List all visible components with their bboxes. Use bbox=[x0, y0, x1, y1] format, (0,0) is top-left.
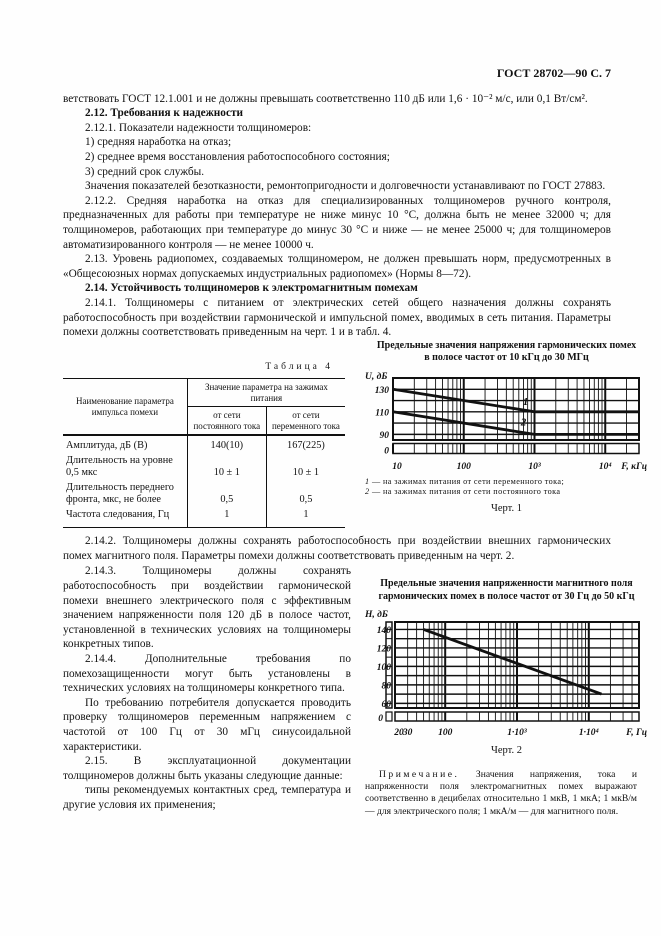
table-cell: 1 bbox=[303, 508, 309, 520]
table-col1-header: Наименование параметра импульса помехи bbox=[63, 379, 187, 436]
fig1-caption: Черт. 1 bbox=[491, 502, 522, 514]
table-row bbox=[63, 508, 345, 528]
left-text-column bbox=[63, 564, 351, 817]
svg-text:F, кГц: F, кГц bbox=[621, 461, 647, 472]
paragraph-reliability-values: Значения показателей безотказности, ремонтопригодности и долговечности устанавливают по ГОСТ 27883. bbox=[85, 180, 606, 193]
svg-text:30: 30 bbox=[402, 728, 413, 739]
svg-text:0: 0 bbox=[384, 446, 389, 457]
svg-text:H, дБ: H, дБ bbox=[365, 610, 388, 621]
note-text: Значения напряжения, тока и напряженности поля электромагнитных помех выражают соответственно в децибелах относительно 1 мкВ, 1 мкА; 1 мкВ/м — для электрического поля; 1 мкА/м — для магнитного поля. bbox=[365, 769, 637, 817]
fig2-caption: Черт. 2 bbox=[491, 745, 522, 757]
table-4-block bbox=[63, 340, 351, 529]
paragraph-2-14-4: 2.14.4. Дополнительные требования по помехозащищенности могут быть установлены в технических условиях на толщиномеры конкретного типа. bbox=[63, 653, 351, 695]
table-cell: Амплитуда, дБ (В) bbox=[63, 435, 187, 454]
table-cell: 167(225) bbox=[287, 440, 325, 452]
paragraph-2-14-1: 2.14.1. Толщиномеры с питанием от электрических сетей общего назначения должны сохранять работоспособность при воздействии гармонической и импульсной помех, вводимых в сеть питания. Параметры помехи должны соответствовать приведенным на черт. 1 и в табл. 4. bbox=[63, 296, 611, 339]
table-cell: 0,5 bbox=[187, 481, 266, 508]
paragraph-contact-media: типы рекомендуемых контактных сред, температура и другие условия их применения; bbox=[63, 784, 351, 811]
row-text-fig2 bbox=[63, 564, 647, 817]
table-subheader-dc: от сети постоянного тока bbox=[187, 407, 266, 436]
harmonic-voltage-chart bbox=[365, 370, 648, 474]
svg-text:80: 80 bbox=[381, 681, 391, 692]
table-cell: 0,5 bbox=[299, 494, 313, 506]
table-4 bbox=[63, 378, 345, 528]
heading-2-14: 2.14. Устойчивость толщиномеров к электромагнитным помехам bbox=[85, 282, 418, 295]
table-subheader-ac: от сети переменного тока bbox=[271, 410, 340, 431]
svg-text:10³: 10³ bbox=[528, 461, 541, 472]
svg-text:1·10⁴: 1·10⁴ bbox=[578, 728, 599, 739]
paragraph-continuation: ветствовать ГОСТ 12.1.001 и не должны превышать соответственно 110 дБ или 1,6 · 10⁻² м/с, или 0,1 Вт/см². bbox=[63, 92, 588, 105]
paragraph-2-15: 2.15. В эксплуатационной документации толщиномеров должны быть указаны следующие данные: bbox=[63, 755, 351, 782]
list-item: 1) средняя наработка на отказ; bbox=[85, 136, 232, 149]
svg-text:140: 140 bbox=[376, 626, 391, 637]
list-item: 2) среднее время восстановления работоспособного состояния; bbox=[85, 150, 390, 163]
fig2-note bbox=[365, 769, 637, 818]
svg-text:90: 90 bbox=[379, 430, 389, 441]
svg-text:10⁴: 10⁴ bbox=[598, 461, 612, 472]
fig2-block bbox=[365, 578, 648, 817]
svg-text:1·10³: 1·10³ bbox=[507, 728, 527, 739]
svg-text:F, Гц: F, Гц bbox=[626, 728, 647, 739]
row-table-fig1 bbox=[63, 339, 647, 529]
paragraph-2-12-1: 2.12.1. Показатели надежности толщиномеров: bbox=[85, 121, 312, 134]
svg-text:100: 100 bbox=[376, 663, 391, 674]
svg-text:100: 100 bbox=[456, 461, 471, 472]
paragraph-consumer-check: По требованию потребителя допускается проводить проверку толщиномеров переменным напряжением с частотой от 100 Гц от 30 мГц синусоидальной характеристики. bbox=[63, 696, 351, 753]
table-row bbox=[63, 481, 345, 508]
svg-text:10: 10 bbox=[392, 461, 402, 472]
paragraph-2-12-2: 2.12.2. Средняя наработка на отказ для специализированных толщиномеров ручного контроля, предназначенных для работы при температуре не ниже минус 10 °С, должна быть не менее 32000 ч; для толщиномеров, работающих при температуре до минус 30 °С и ниже — не менее 25000 ч; для толщиномеров автоматизированного контроля — не менее 10000 ч. bbox=[63, 194, 611, 251]
table-4-body bbox=[63, 435, 345, 528]
svg-text:120: 120 bbox=[376, 644, 391, 655]
table-4-caption: Таблица 4 bbox=[265, 361, 333, 372]
table-cell: 140(10) bbox=[187, 435, 266, 454]
fig1-title: Предельные значения напряжения гармонических помех в полосе частот от 10 кГц до 30 МГц bbox=[376, 339, 637, 364]
svg-text:100: 100 bbox=[438, 728, 453, 739]
heading-2-12: 2.12. Требования к надежности bbox=[85, 107, 244, 120]
legend-item: 1 — на зажимах питания от сети переменного тока; bbox=[365, 476, 565, 486]
svg-text:110: 110 bbox=[375, 408, 389, 419]
svg-text:1: 1 bbox=[522, 395, 529, 408]
fig1-legend bbox=[365, 477, 648, 498]
table-cell: Частота следования, Гц bbox=[63, 508, 187, 528]
magnetic-field-chart bbox=[365, 608, 648, 740]
table-cell: Длительность на уровне 0,5 мкс bbox=[63, 454, 187, 481]
page-header: ГОСТ 28702—90 С. 7 bbox=[496, 66, 611, 80]
svg-text:2: 2 bbox=[520, 416, 527, 429]
table-cell: 10 ± 1 bbox=[292, 467, 320, 479]
svg-text:0: 0 bbox=[378, 714, 383, 725]
fig2-title: Предельные значения напряженности магнитного поля гармонических помех в полосе частот от 30 Гц до 50 кГц bbox=[378, 578, 635, 602]
list-item: 3) средний срок службы. bbox=[85, 165, 205, 178]
svg-text:130: 130 bbox=[374, 385, 389, 396]
fig1-block bbox=[365, 340, 648, 529]
legend-item: 2 — на зажимах питания от сети постоянного тока bbox=[365, 487, 561, 497]
table-cell: 10 ± 1 bbox=[187, 454, 266, 481]
svg-text:20: 20 bbox=[394, 728, 404, 739]
table-group-header: Значение параметра на зажимах питания bbox=[187, 379, 345, 407]
paragraph-2-14-3: 2.14.3. Толщиномеры должны сохранять работоспособность при воздействии гармонической помехи внешнего электрического поля с эффективным значением напряженности поля 120 дБ в полосе частот, установленной в технических условиях на толщиномеры конкретных типов. bbox=[63, 565, 351, 651]
note-label: Примечание. bbox=[379, 769, 460, 781]
table-cell: 1 bbox=[187, 508, 266, 528]
paragraph-2-14-2: 2.14.2. Толщиномеры должны сохранять работоспособность при воздействии внешних гармонических помех магнитного поля. Параметры помехи должны соответствовать приведенным на черт. 2. bbox=[63, 535, 611, 562]
table-row bbox=[63, 435, 345, 454]
table-row bbox=[63, 454, 345, 481]
table-cell: Длительность переднего фронта, мкс, не более bbox=[63, 481, 187, 508]
paragraph-2-13: 2.13. Уровень радиопомех, создаваемых толщиномером, не должен превышать норм, предусмотренных в «Общесоюзных нормах допускаемых индустриальных радиопомех» (Нормы 8—72). bbox=[63, 253, 611, 280]
svg-text:U, дБ: U, дБ bbox=[365, 371, 388, 382]
svg-text:60: 60 bbox=[381, 700, 391, 711]
